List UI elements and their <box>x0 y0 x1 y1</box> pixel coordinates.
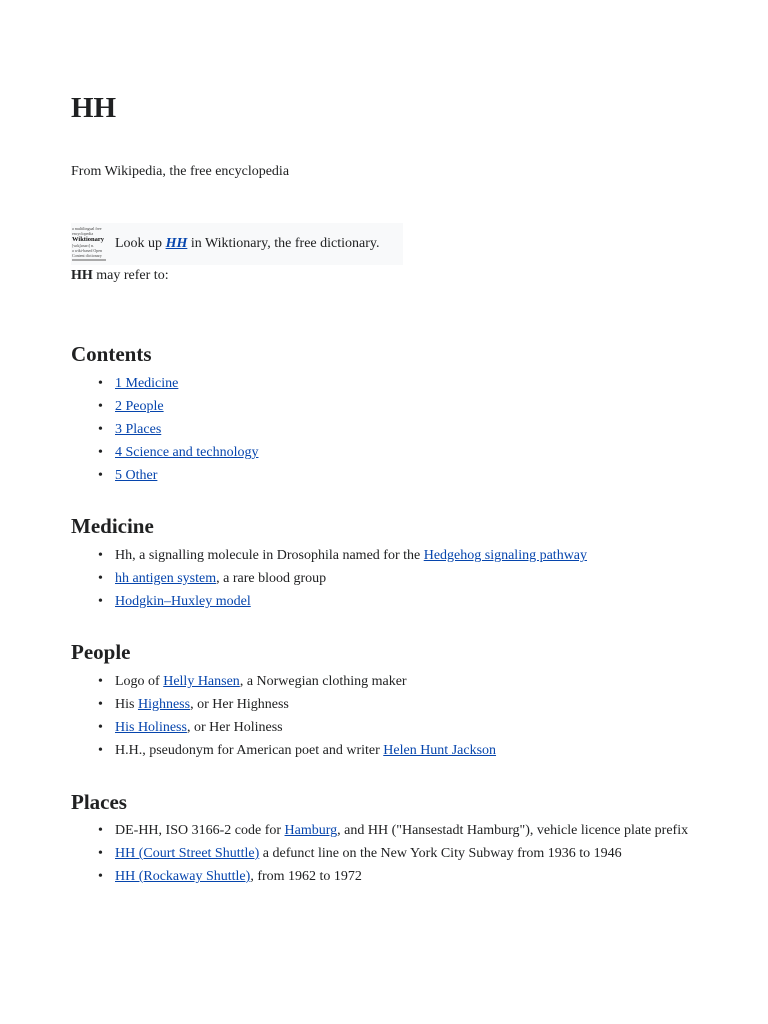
list-item: • Hh, a signalling molecule in Drosophila named for the Hedgehog signaling pathway <box>115 544 711 567</box>
list-item <box>115 441 711 464</box>
people-list <box>71 670 711 762</box>
list-item: • H.H., pseudonym for American poet and writer Helen Hunt Jackson <box>115 739 711 762</box>
highness-link[interactable]: Highness <box>137 697 191 712</box>
contents-link-medicine[interactable]: 1 Medicine <box>115 376 179 391</box>
list-item: • hh antigen system, a rare blood group <box>115 567 711 590</box>
wiktionary-text: Look up HH in Wiktionary, the free dictionary. <box>115 236 380 251</box>
contents-section <box>71 340 711 487</box>
wiktionary-term-link[interactable]: HH <box>165 236 188 251</box>
helen-hunt-jackson-link[interactable]: Helen Hunt Jackson <box>383 743 497 758</box>
helly-hansen-link[interactable]: Helly Hansen <box>163 674 240 689</box>
contents-link-science[interactable]: 4 Science and technology <box>115 445 259 460</box>
court-street-shuttle-link[interactable]: HH (Court Street Shuttle) <box>115 846 260 861</box>
wiktionary-box <box>71 223 403 265</box>
rockaway-shuttle-link[interactable]: HH (Rockaway Shuttle) <box>115 869 251 884</box>
hamburg-link[interactable]: Hamburg <box>284 823 338 838</box>
contents-link-places[interactable]: 3 Places <box>115 422 162 437</box>
list-item <box>115 590 711 613</box>
list-item: • Logo of Helly Hansen, a Norwegian clothing maker <box>115 670 711 693</box>
contents-list <box>71 372 711 487</box>
medicine-section <box>71 512 711 613</box>
hh-antigen-link[interactable]: hh antigen system <box>115 571 217 586</box>
places-heading: Places <box>71 790 127 814</box>
tagline: From Wikipedia, the free encyclopedia <box>71 164 290 179</box>
list-item: • HH (Court Street Shuttle) a defunct line on the New York City Subway from 1936 to 1946 <box>115 842 711 865</box>
page-title: HH <box>71 92 117 124</box>
list-item: • His Highness, or Her Highness <box>115 693 711 716</box>
contents-link-other[interactable]: 5 Other <box>115 468 158 483</box>
hodgkin-huxley-link[interactable]: Hodgkin–Huxley model <box>115 594 251 609</box>
hedgehog-link[interactable]: Hedgehog signaling pathway <box>423 548 588 563</box>
list-item: • DE-HH, ISO 3166-2 code for Hamburg, and HH ("Hansestadt Hamburg"), vehicle licence plate prefix <box>115 820 711 842</box>
intro-text: HH may refer to: <box>71 268 169 283</box>
people-section <box>71 638 711 762</box>
places-list <box>71 820 711 888</box>
list-item: • His Holiness, or Her Holiness <box>115 716 711 739</box>
medicine-heading: Medicine <box>71 514 154 538</box>
list-item: • HH (Rockaway Shuttle), from 1962 to 1972 <box>115 865 711 888</box>
list-item <box>115 464 711 487</box>
list-item <box>115 372 711 395</box>
people-heading: People <box>71 640 131 664</box>
medicine-list <box>71 544 711 613</box>
wiktionary-logo-icon: a multilingual free encyclopedia Wiktionary [wɪkʃənərɪ] n. a wiki-based Open Content dictionary <box>72 224 110 264</box>
his-holiness-link[interactable]: His Holiness <box>115 720 187 735</box>
contents-link-people[interactable]: 2 People <box>115 399 164 414</box>
list-item <box>115 395 711 418</box>
places-section <box>71 788 711 888</box>
list-item <box>115 418 711 441</box>
contents-heading: Contents <box>71 342 152 366</box>
